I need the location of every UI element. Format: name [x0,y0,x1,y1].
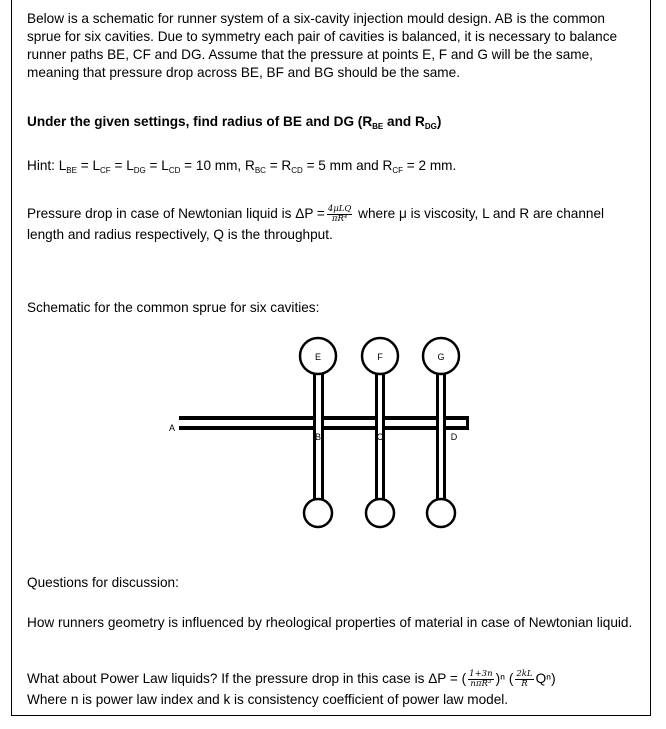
power-law-fraction-1 [468,670,493,689]
junction-gap [378,416,382,430]
hint-line [27,157,635,175]
pressure-text: Pressure drop in case of Newtonian liquid is ΔP = [27,206,325,221]
hint-sub: DG [133,166,146,175]
intro-paragraph: Below is a schematic for runner system of a six-cavity injection mould design. AB is the common sprue for six cavities. Due to symmetry each pair of cavities is balanced, it is necessary to balance runner paths BE, CF and DG. Assume that the pressure at points E, F and G will be the same, meaning that pressure drop across BE, BF and BG should be the same. [27,11,618,80]
cavity-bottom-2 [366,499,394,527]
q2-text: )ⁿ ( [495,671,514,686]
task-question [27,113,635,131]
pressure-paragraph [27,203,635,245]
label-g: G [437,352,445,362]
task-sub-dg: DG [424,122,437,131]
hint-text: = L [145,158,169,173]
label-d: D [450,432,458,442]
fraction-denominator: nπR³ [470,678,492,689]
pressure-text: where μ is viscosity, L and R are channel length and radius respectively, Q is the throughput. [27,206,605,242]
hint-text: = L [110,158,134,173]
hint-sub: CD [291,166,303,175]
hint-text: = R [265,158,292,173]
hint-sub: CD [168,166,181,175]
fraction-denominator: πR⁴ [331,213,348,224]
schematic-caption: Schematic for the common sprue for six cavities: [27,300,320,315]
hint-text: = 5 mm and R [302,158,393,173]
task-sub-be: BE [372,122,384,131]
task-text: Under the given settings, find radius of BE and DG (R [27,114,373,129]
fraction-numerator: 4μLQ [327,203,352,214]
hint-sub: CF [100,166,111,175]
hint-text: = 10 mm, R [180,158,255,173]
label-a: A [168,423,176,433]
q2-text: Qⁿ) [535,671,556,686]
label-b: B [314,432,322,442]
question-1: How runners geometry is influenced by rheological properties of material in case of Newtonian liquid. [27,615,633,630]
label-e: E [314,352,322,362]
label-f: F [377,352,383,362]
question-2 [27,668,642,710]
hint-sub: BE [66,166,77,175]
fraction-numerator: 2kL [516,668,533,679]
hint-text: Hint: L [27,158,67,173]
q2-text: What about Power Law liquids? If the pressure drop in this case is ΔP = ( [27,671,467,686]
runner-line [443,374,446,503]
newtonian-fraction [327,205,353,224]
hint-text: = 2 mm. [403,158,457,173]
hint-sub: CF [392,166,404,175]
hint-sub: BC [254,166,266,175]
questions-heading: Questions for discussion: [27,575,179,590]
task-text: ) [436,114,442,129]
cavity-bottom-1 [304,499,332,527]
power-law-fraction-2 [515,670,533,689]
fraction-numerator: 1+3n [469,668,493,679]
runner-line [321,374,324,503]
q2-line2: Where n is power law index and k is consistency coefficient of power law model. [27,692,509,707]
fraction-denominator: R [521,678,528,689]
task-text: and R [383,114,425,129]
cavity-bottom-3 [427,499,455,527]
runner-line [436,374,439,503]
label-c: C [376,432,384,442]
runner-end [466,416,469,430]
junction-gap [316,420,321,426]
junction-gap [439,416,443,430]
runner-schematic [0,330,666,535]
hint-text: = L [76,158,101,173]
